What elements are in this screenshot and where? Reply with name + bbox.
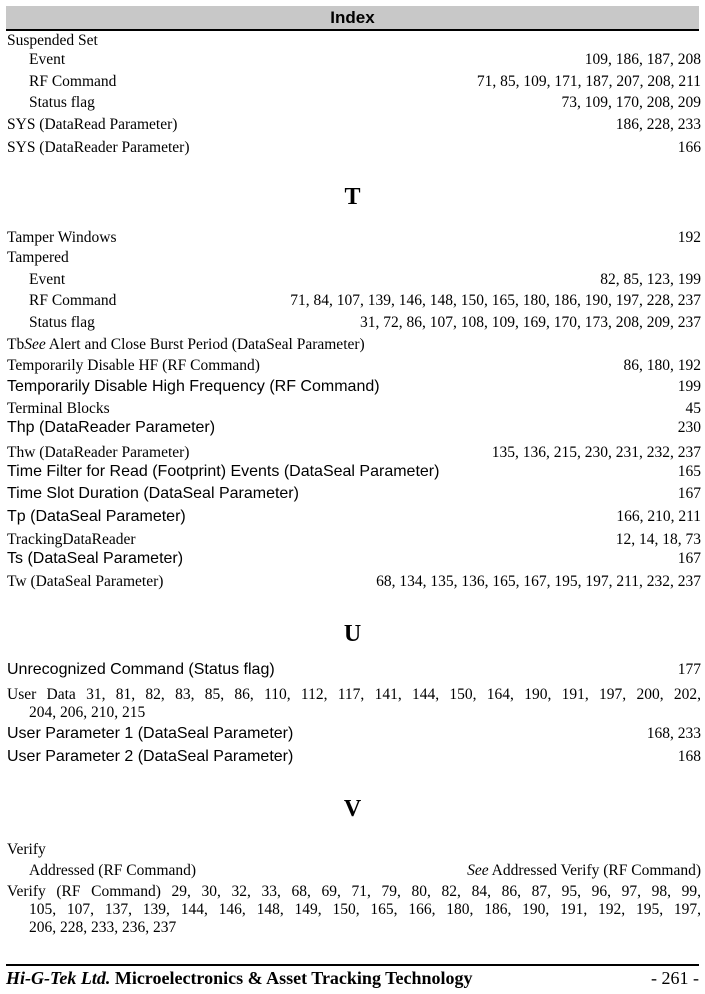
- page-number: - 261 -: [651, 968, 699, 988]
- entry-pages: 82, 85, 123, 199: [600, 271, 701, 288]
- entry-pages: 135, 136, 215, 230, 231, 232, 237: [491, 444, 701, 461]
- entry-pages: 45: [685, 400, 701, 417]
- entry-term: Time Filter for Read (Footprint) Events (DataSeal Parameter): [7, 463, 440, 480]
- entry-term: SYS (DataReader Parameter): [7, 139, 190, 156]
- entry-pages: 166, 210, 211: [616, 508, 701, 525]
- entry-term: Event: [29, 51, 66, 68]
- index-entry: [7, 724, 701, 743]
- entry-term: User Parameter 2 (DataSeal Parameter): [7, 748, 294, 765]
- entry-pages: 31, 72, 86, 107, 108, 109, 169, 170, 173, 208, 209, 237: [360, 314, 701, 331]
- index-header: [6, 6, 699, 31]
- entry-term: Status flag: [29, 94, 95, 111]
- entry-pages: 165: [677, 463, 701, 480]
- index-entry: [7, 335, 701, 354]
- entry-pages: 167: [677, 485, 701, 502]
- entry-term: RF Command: [29, 73, 117, 90]
- entry-pages: 177: [677, 661, 701, 678]
- entry-term: Status flag: [29, 314, 95, 331]
- entry-line: 204, 206, 210, 215: [29, 704, 146, 721]
- entry-term: Temporarily Disable HF (RF Command): [7, 357, 260, 374]
- entry-pages: 230: [677, 419, 701, 436]
- entry-term: Tw (DataSeal Parameter): [7, 573, 164, 590]
- index-entry: [7, 462, 701, 481]
- index-entry: [29, 861, 701, 880]
- entry-term: Time Slot Duration (DataSeal Parameter): [7, 485, 299, 502]
- index-entry: [7, 883, 701, 937]
- entry-term: Tampered: [7, 249, 69, 266]
- page-footer: [6, 967, 699, 989]
- index-entry: [7, 418, 701, 437]
- index-entry: [7, 399, 701, 418]
- index-entry: [7, 356, 701, 375]
- entry-term: [7, 335, 365, 354]
- entry-term: RF Command: [29, 292, 117, 309]
- entry-term: Event: [29, 271, 66, 288]
- index-entry: [29, 313, 701, 332]
- entry-term: Ts (DataSeal Parameter): [7, 550, 184, 567]
- index-entry: [7, 840, 701, 859]
- index-entry: [7, 660, 701, 679]
- index-entry: [7, 686, 701, 722]
- company-name: Hi-G-Tek Ltd.: [6, 968, 111, 988]
- tb-prefix: Tb: [7, 336, 25, 353]
- entry-pages: 168, 233: [646, 725, 701, 742]
- index-entry: [7, 507, 701, 526]
- entry-pages: [467, 861, 701, 880]
- index-entry: [7, 31, 701, 50]
- entry-pages: 71, 85, 109, 171, 187, 207, 208, 211: [476, 73, 701, 90]
- index-entry: [7, 572, 701, 591]
- section-letter-u: U: [343, 621, 362, 647]
- entry-term: Temporarily Disable High Frequency (RF Command): [7, 378, 380, 395]
- index-entry: [29, 72, 701, 91]
- entry-pages: 109, 186, 187, 208: [584, 51, 701, 68]
- entry-line: User Data 31, 81, 82, 83, 85, 86, 110, 112, 117, 141, 144, 150, 164, 190, 191, 197, 200, 202,: [7, 686, 701, 703]
- entry-term: TrackingDataReader: [7, 531, 136, 548]
- entry-pages: 12, 14, 18, 73: [615, 531, 701, 548]
- index-entry: [29, 270, 701, 289]
- entry-term: Suspended Set: [7, 32, 98, 49]
- see-reference: See: [24, 336, 46, 353]
- index-entry: [7, 138, 701, 157]
- entry-term: Tp (DataSeal Parameter): [7, 508, 186, 525]
- entry-term: Unrecognized Command (Status flag): [7, 661, 275, 678]
- entry-term: Verify: [7, 841, 46, 858]
- entry-pages: 73, 109, 170, 208, 209: [561, 94, 701, 111]
- entry-pages: 71, 84, 107, 139, 146, 148, 150, 165, 180, 186, 190, 197, 228, 237: [290, 292, 701, 309]
- entry-line: 206, 228, 233, 236, 237: [29, 919, 177, 936]
- tb-rest: Alert and Close Burst Period (DataSeal Parameter): [48, 336, 365, 353]
- entry-pages: 186, 228, 233: [615, 116, 701, 133]
- footer-tagline: Microelectronics & Asset Tracking Technology: [114, 968, 473, 988]
- entry-pages: 68, 134, 135, 136, 165, 167, 195, 197, 211, 232, 237: [376, 573, 701, 590]
- index-entry: [7, 443, 701, 462]
- entry-term: Tamper Windows: [7, 229, 117, 246]
- entry-line: Verify (RF Command) 29, 30, 32, 33, 68, 69, 71, 79, 80, 82, 84, 86, 87, 95, 96, 97, 98, 99,: [7, 883, 701, 900]
- index-title: Index: [330, 8, 375, 27]
- index-entry: [7, 530, 701, 549]
- index-entry: [29, 50, 701, 69]
- entry-term: User Parameter 1 (DataSeal Parameter): [7, 725, 294, 742]
- index-entry: [7, 115, 701, 134]
- entry-pages: 168: [677, 748, 701, 765]
- index-entry: [7, 228, 701, 247]
- index-entry: [29, 93, 701, 112]
- entry-term: SYS (DataRead Parameter): [7, 116, 178, 133]
- index-entry: [7, 484, 701, 503]
- entry-pages: 167: [677, 550, 701, 567]
- entry-pages: 199: [677, 378, 701, 395]
- entry-pages: 166: [677, 139, 701, 156]
- entry-term: Terminal Blocks: [7, 400, 110, 417]
- index-entry: [7, 377, 701, 396]
- entry-pages: 192: [677, 229, 701, 246]
- section-letter-t: T: [344, 184, 361, 210]
- see-target: Addressed Verify (RF Command): [491, 862, 701, 879]
- index-entry: [7, 248, 701, 267]
- index-entry: [7, 549, 701, 568]
- entry-line: 105, 107, 137, 139, 144, 146, 148, 149, 150, 165, 166, 180, 186, 190, 191, 192, 195, 197,: [29, 901, 701, 918]
- entry-pages: 86, 180, 192: [623, 357, 701, 374]
- footer-rule: [6, 964, 699, 966]
- entry-term: Thp (DataReader Parameter): [7, 419, 216, 436]
- index-entry: [29, 291, 701, 310]
- entry-term: Addressed (RF Command): [29, 862, 197, 879]
- index-entry: [7, 747, 701, 766]
- section-letter-v: V: [343, 796, 362, 822]
- entry-term: Thw (DataReader Parameter): [7, 444, 190, 461]
- see-reference: See: [467, 862, 489, 879]
